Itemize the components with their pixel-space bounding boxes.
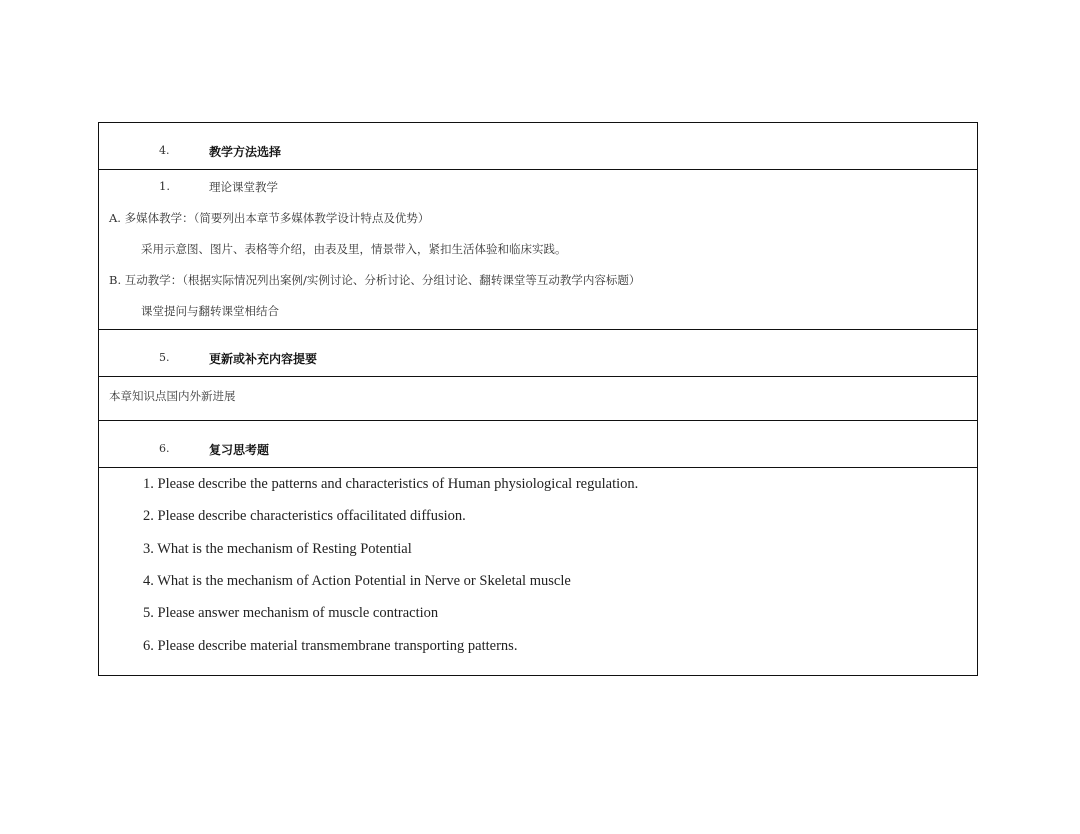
document-table <box>98 122 978 676</box>
section-title: 更新或补充内容提要 <box>209 352 318 366</box>
section-number: 5. <box>159 351 170 364</box>
sub-title: 理论课堂教学 <box>209 180 278 194</box>
section-4-heading <box>99 123 977 170</box>
multimedia-teaching-detail: 采用示意图、图片、表格等介绍，由表及里，情景带入，紧扣生活体验和临床实践。 <box>141 242 567 256</box>
multimedia-teaching-line: A. 多媒体教学：（简要列出本章节多媒体教学设计特点及优势） <box>109 211 430 225</box>
review-question: 6. Please describe material transmembrane transporting patterns. <box>143 638 518 654</box>
review-question: 3. What is the mechanism of Resting Potential <box>143 541 412 557</box>
section-4-body <box>99 170 977 330</box>
section-5-heading <box>99 330 977 377</box>
section-6-body <box>99 468 977 675</box>
section-title: 教学方法选择 <box>209 145 282 159</box>
update-content: 本章知识点国内外新进展 <box>109 389 236 403</box>
review-question: 5. Please answer mechanism of muscle contraction <box>143 605 439 621</box>
section-6-heading <box>99 421 977 468</box>
interactive-teaching-detail: 课堂提问与翻转课堂相结合 <box>141 304 279 318</box>
section-title: 复习思考题 <box>209 443 270 457</box>
review-question: 2. Please describe characteristics offacilitated diffusion. <box>143 508 466 524</box>
review-question: 4. What is the mechanism of Action Potential in Nerve or Skeletal muscle <box>143 573 571 589</box>
section-number: 6. <box>159 442 170 455</box>
review-question: 1. Please describe the patterns and characteristics of Human physiological regulation. <box>143 476 639 492</box>
interactive-teaching-line: B. 互动教学：（根据实际情况列出案例/实例讨论、分析讨论、分组讨论、翻转课堂等互动教学内容标题） <box>109 273 641 287</box>
section-5-body <box>99 377 977 421</box>
section-number: 4. <box>159 144 170 157</box>
sub-number: 1. <box>159 179 170 193</box>
